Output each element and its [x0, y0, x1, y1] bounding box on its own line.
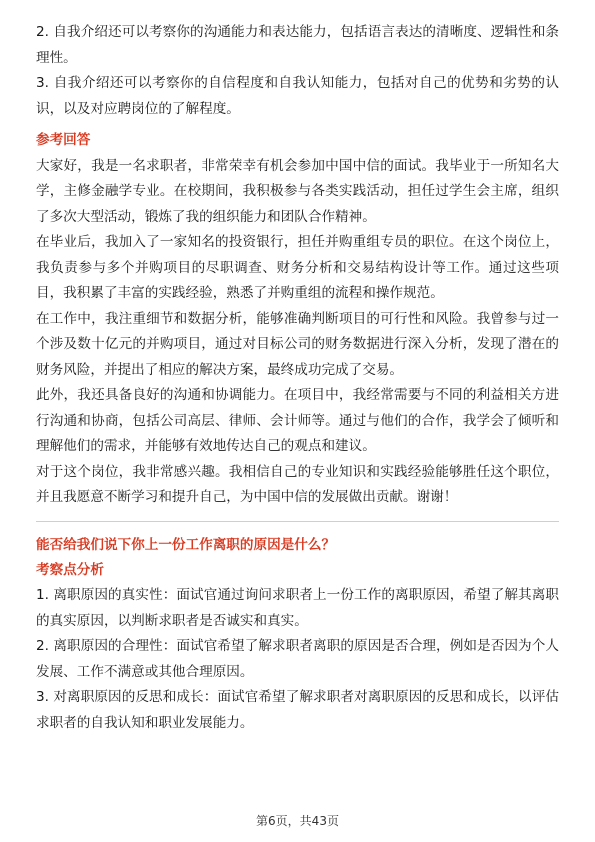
list-item: 3. 自我介绍还可以考察你的自信程度和自我认知能力，包括对自己的优势和劣势的认识，以及对应聘岗位的了解程度。 — [36, 75, 559, 117]
list-item: 3. 对离职原因的反思和成长：面试官希望了解求职者对离职原因的反思和成长，以评估求职者的自我认知和职业发展能力。 — [36, 689, 559, 731]
section-divider — [36, 521, 559, 522]
question-title: 能否给我们说下你上一份工作离职的原因是什么？ — [36, 536, 336, 553]
page-number: 第6页，共43页 — [256, 814, 339, 828]
analysis-heading: 考察点分析 — [36, 561, 104, 578]
page-content — [36, 20, 559, 736]
list-item: 2. 离职原因的合理性：面试官希望了解求职者离职的原因是否合理，例如是否因为个人发展、工作不满意或其他合理原因。 — [36, 638, 559, 680]
answer-paragraph: 对于这个岗位，我非常感兴趣。我相信自己的专业知识和实践经验能够胜任这个职位，并且我愿意不断学习和提升自己，为中国中信的发展做出贡献。谢谢！ — [36, 463, 559, 505]
answer-paragraph: 在毕业后，我加入了一家知名的投资银行，担任并购重组专员的职位。在这个岗位上，我负责参与多个并购项目的尽职调查、财务分析和交易结构设计等工作。通过这些项目，我积累了丰富的实践经验，熟悉了并购重组的流程和操作规范。 — [36, 234, 559, 301]
answer-heading: 参考回答 — [36, 132, 91, 148]
answer-paragraph: 大家好，我是一名求职者，非常荣幸有机会参加中国中信的面试。我毕业于一所知名大学，主修金融学专业。在校期间，我积极参与各类实践活动，担任过学生会主席，组织了多次大型活动，锻炼了我的组织能力和团队合作精神。 — [36, 157, 559, 225]
answer-paragraph: 此外，我还具备良好的沟通和协调能力。在项目中，我经常需要与不同的利益相关方进行沟通和协商，包括公司高层、律师、会计师等。通过与他们的合作，我学会了倾听和理解他们的需求，并能够有效地传达自己的观点和建议。 — [36, 387, 559, 454]
list-item: 2. 自我介绍还可以考察你的沟通能力和表达能力，包括语言表达的清晰度、逻辑性和条理性。 — [36, 24, 559, 66]
list-item: 1. 离职原因的真实性：面试官通过询问求职者上一份工作的离职原因，希望了解其离职的真实原因，以判断求职者是否诚实和真实。 — [36, 587, 559, 629]
answer-paragraph: 在工作中，我注重细节和数据分析，能够准确判断项目的可行性和风险。我曾参与过一个涉及数十亿元的并购项目，通过对目标公司的财务数据进行深入分析，发现了潜在的财务风险，并提出了相应的解决方案，最终成功完成了交易。 — [36, 310, 559, 378]
